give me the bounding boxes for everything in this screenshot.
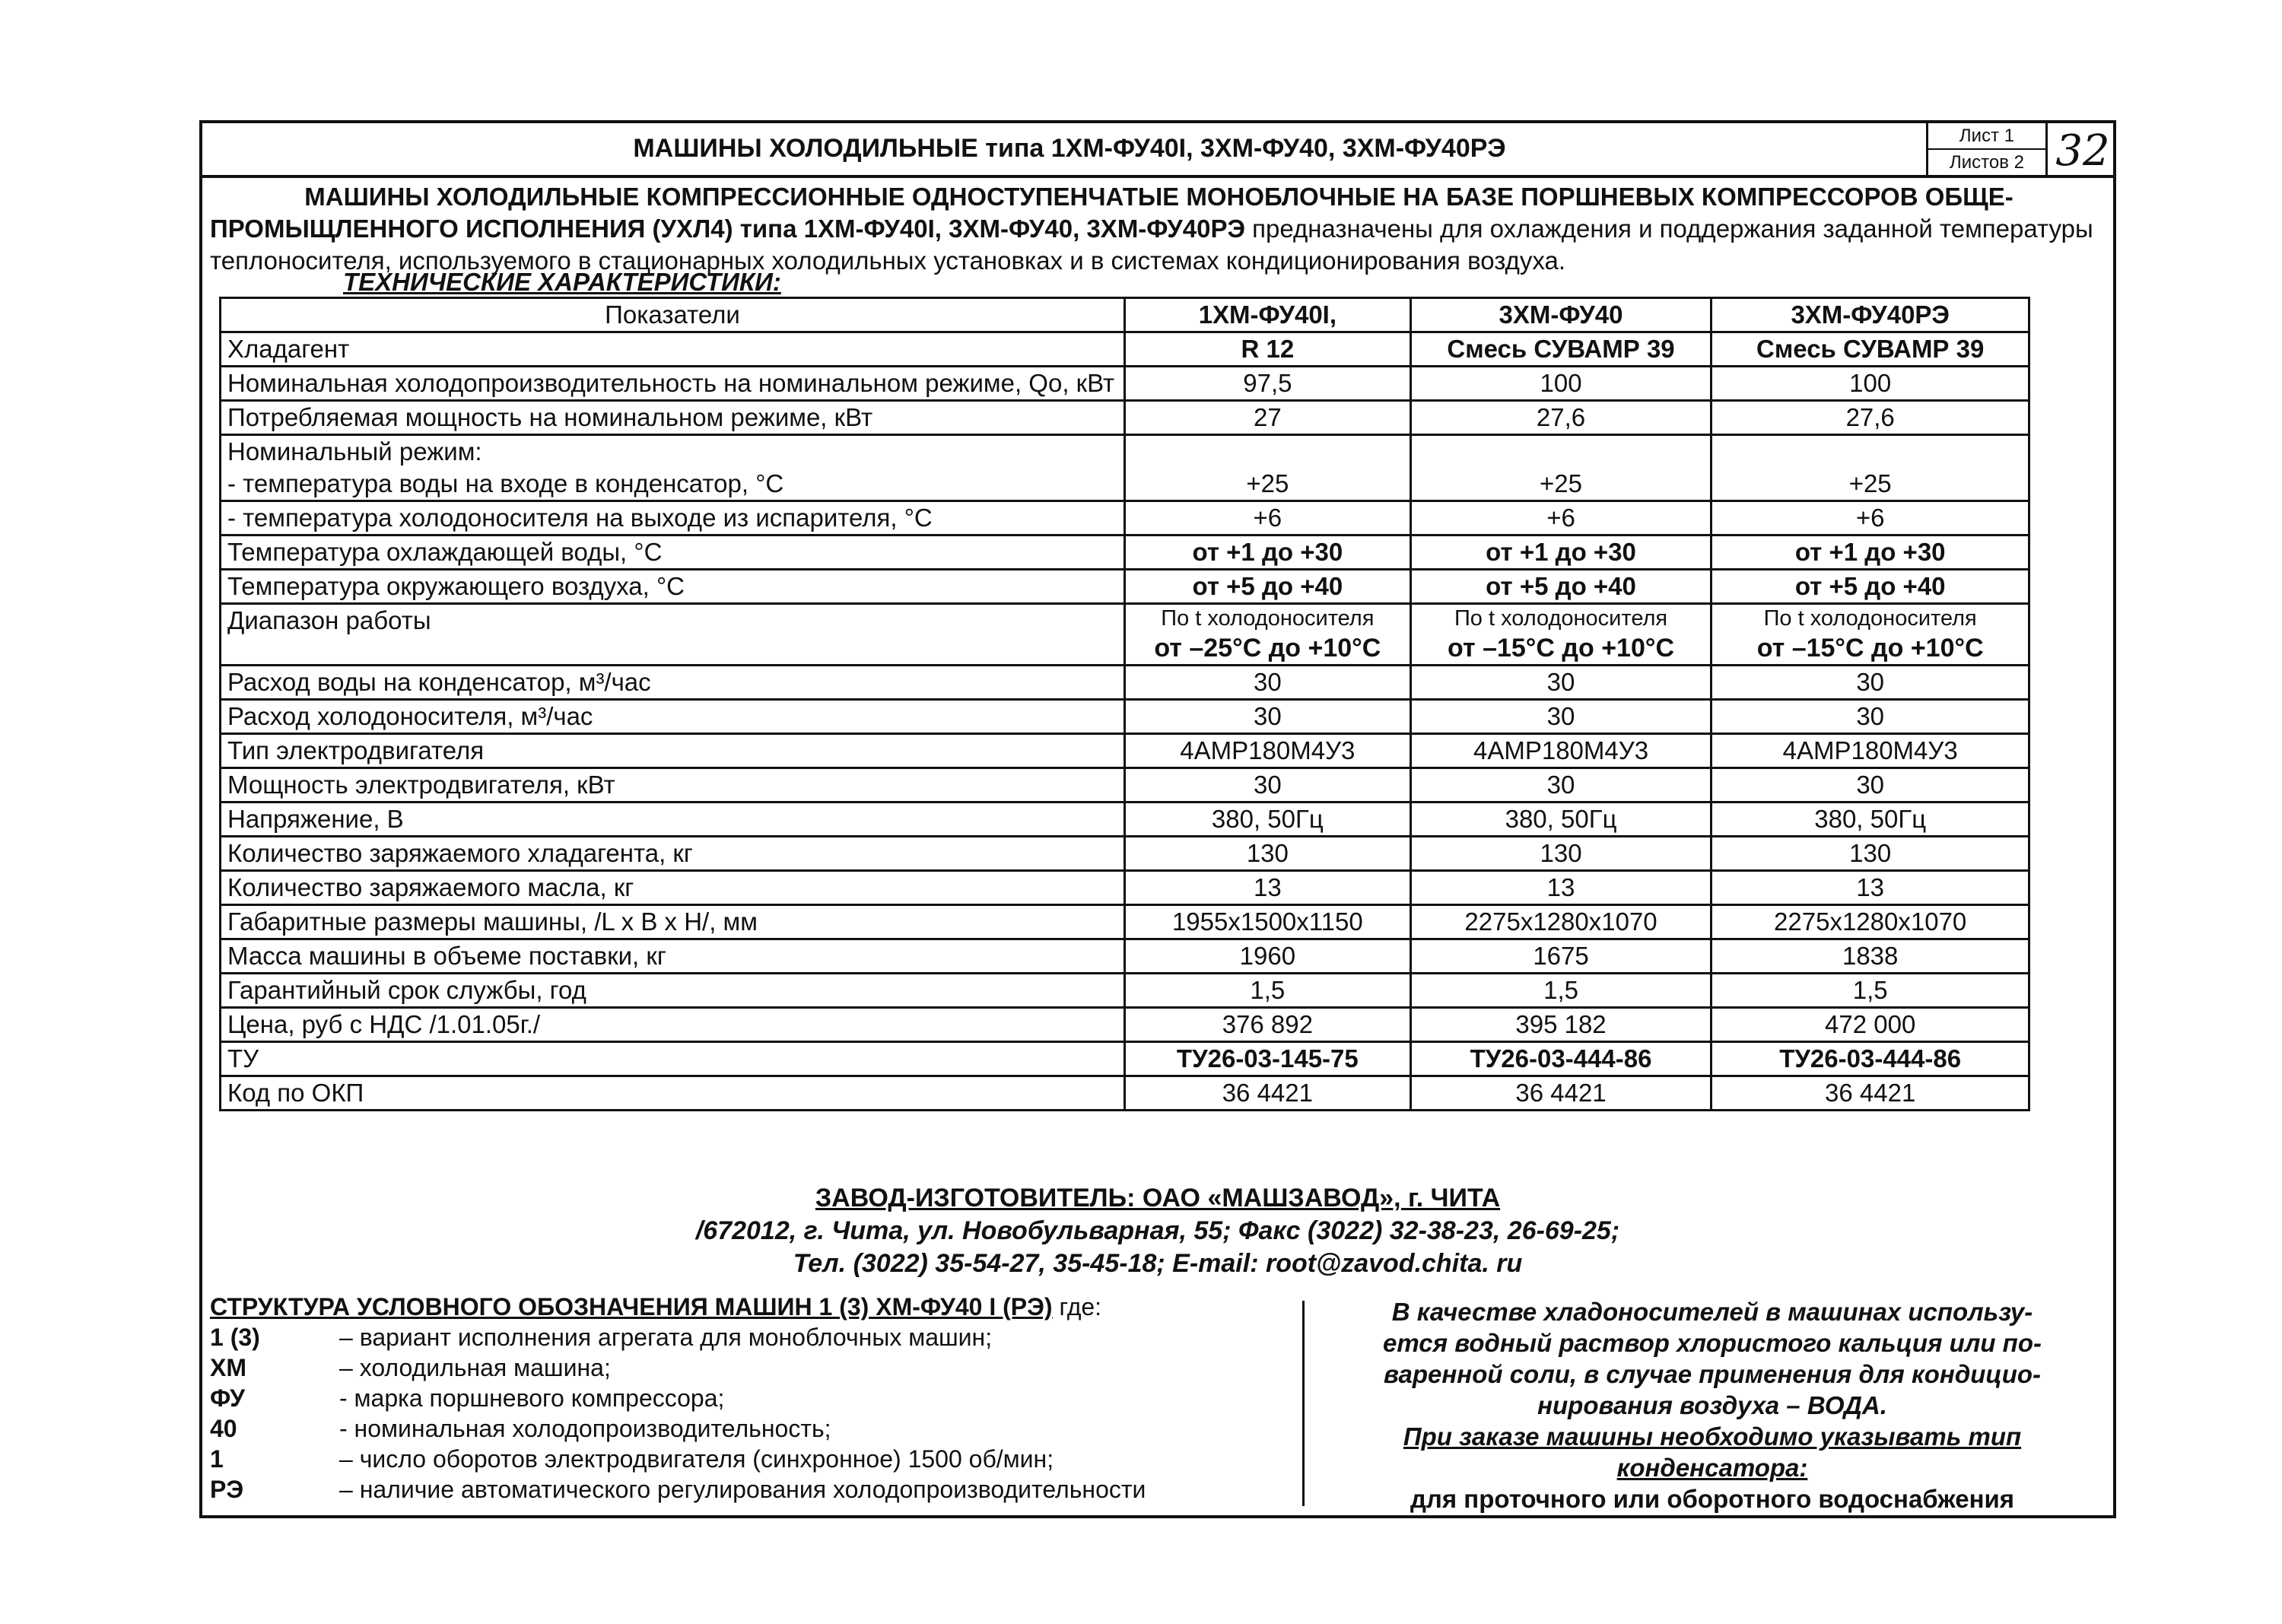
cell-value: 130 <box>1712 837 2029 871</box>
table-row <box>221 1042 2029 1076</box>
structure-key: 1 (3) <box>210 1324 260 1351</box>
designation-structure <box>210 1292 1305 1505</box>
table-row <box>221 332 2029 367</box>
row-label: Цена, руб с НДС /1.01.05г./ <box>221 1008 1125 1042</box>
cell-value: 97,5 <box>1125 367 1411 401</box>
row-label: Код по ОКП <box>221 1076 1125 1111</box>
structure-text: – число оборотов электродвигателя (синхронное) 1500 об/мин; <box>339 1445 1054 1473</box>
structure-title-suffix: где: <box>1052 1293 1102 1320</box>
table-row <box>221 768 2029 802</box>
table-row <box>221 367 2029 401</box>
list-item <box>210 1413 1305 1444</box>
cell-value: 1,5 <box>1410 974 1712 1008</box>
cell-value: ТУ26-03-145-75 <box>1125 1042 1411 1076</box>
cell-value: +6 <box>1712 501 2029 536</box>
cell-value: 380, 50Гц <box>1410 802 1712 837</box>
cell-value: 130 <box>1410 837 1712 871</box>
cell-value: 100 <box>1712 367 2029 401</box>
degree-unit: °С <box>656 572 685 600</box>
row-label: Габаритные размеры машины, /L x B x H/, мм <box>221 905 1125 939</box>
cell-value: 1675 <box>1410 939 1712 974</box>
structure-text: – вариант исполнения агрегата для моноблочных машин; <box>339 1324 993 1351</box>
list-item <box>210 1352 1305 1383</box>
row-label: Номинальная холодопроизводительность на номинальном режиме, Qo, кВт <box>221 367 1125 401</box>
cell-value: 36 4421 <box>1125 1076 1411 1111</box>
range-sub: По t холодоносителя <box>1161 606 1375 631</box>
coolant-outlet-label: - температура холодоносителя на выходе из испарителя, <box>227 504 904 532</box>
table-row <box>221 435 2029 501</box>
cell-value: 30 <box>1712 768 2029 802</box>
cell-value: 27 <box>1125 401 1411 435</box>
coolant-note <box>1321 1296 2104 1514</box>
note-line: В качестве хладоносителей в машинах использу- <box>1391 1298 2033 1326</box>
row-label: Масса машины в объеме поставки, кг <box>221 939 1125 974</box>
row-label <box>221 435 1125 501</box>
note-line: ется водный раствор хлористого кальция или по- <box>1383 1329 2042 1357</box>
list-item <box>210 1444 1305 1474</box>
cell-value: 30 <box>1410 700 1712 734</box>
title-row <box>202 123 2113 178</box>
range-cell <box>1125 604 1411 666</box>
intro-caps-line1: МАШИНЫ ХОЛОДИЛЬНЫЕ КОМПРЕССИОННЫЕ ОДНОСТУПЕНЧАТЫЕ МОНОБЛОЧНЫЕ НА БАЗЕ ПОРШНЕВЫХ КОМПРЕССОРОВ ОБЩЕ- <box>304 183 2013 211</box>
cell-value: от +5 до +40 <box>1410 570 1712 604</box>
cell-value: от +1 до +30 <box>1125 536 1411 570</box>
manufacturer-block <box>202 1182 2113 1280</box>
table-row <box>221 604 2029 666</box>
structure-key: ХМ <box>210 1354 246 1381</box>
cell-value: 380, 50Гц <box>1125 802 1411 837</box>
cell-value: +25 <box>1712 435 2029 501</box>
table-row <box>221 1008 2029 1042</box>
cell-value: 30 <box>1125 768 1411 802</box>
structure-key: ФУ <box>210 1384 245 1412</box>
degree-unit: °С <box>904 504 933 532</box>
sheet-count: Листов 2 <box>1950 152 2024 173</box>
cell-value: 130 <box>1125 837 1411 871</box>
range-value: от –15°С до +10°С <box>1448 634 1675 663</box>
row-label: Гарантийный срок службы, год <box>221 974 1125 1008</box>
structure-title <box>210 1292 1305 1322</box>
manufacturer-address: /672012, г. Чита, ул. Новобульварная, 55; Факс (3022) 32-38-23, 26-69-25; <box>695 1216 1620 1245</box>
row-label <box>221 536 1125 570</box>
manufacturer-contacts: Тел. (3022) 35-54-27, 35-45-18; E-mail: root@zavod.chita. ru <box>793 1249 1523 1278</box>
order-note: При заказе машины необходимо указывать тип <box>1403 1422 2022 1451</box>
row-label: Количество заряжаемого масла, кг <box>221 871 1125 905</box>
structure-text: – холодильная машина; <box>339 1354 611 1381</box>
ambient-air-label: Температура окружающего воздуха, <box>227 572 656 600</box>
range-sub: По t холодоносителя <box>1763 606 1977 631</box>
table-row <box>221 570 2029 604</box>
cell-value: 1,5 <box>1712 974 2029 1008</box>
cell-value: 1,5 <box>1125 974 1411 1008</box>
table-row <box>221 974 2029 1008</box>
cell-value: Смесь СУВАМР 39 <box>1410 332 1712 367</box>
structure-text: - марка поршневого компрессора; <box>339 1384 725 1412</box>
note-line: варенной соли, в случае применения для кондицио- <box>1384 1360 2041 1388</box>
row-label: Напряжение, В <box>221 802 1125 837</box>
cell-value: 395 182 <box>1410 1008 1712 1042</box>
cell-value: 472 000 <box>1712 1008 2029 1042</box>
cell-value: 2275x1280x1070 <box>1410 905 1712 939</box>
specs-heading: ТЕХНИЧЕСКИЕ ХАРАКТЕРИСТИКИ: <box>343 268 781 296</box>
range-value: от –25°С до +10°С <box>1154 634 1381 663</box>
table-row <box>221 939 2029 974</box>
order-note: конденсатора: <box>1616 1454 1808 1482</box>
col-header-model: 3ХМ-ФУ40 <box>1410 298 1712 332</box>
cell-value: от +1 до +30 <box>1712 536 2029 570</box>
table-row <box>221 734 2029 768</box>
col-header-model: 1ХМ-ФУ40I, <box>1125 298 1411 332</box>
document-title: МАШИНЫ ХОЛОДИЛЬНЫЕ типа 1ХМ-ФУ40I, 3ХМ-ФУ40, 3ХМ-ФУ40РЭ <box>633 134 1506 163</box>
table-row <box>221 802 2029 837</box>
cell-value: +25 <box>1410 435 1712 501</box>
cell-value: ТУ26-03-444-86 <box>1712 1042 2029 1076</box>
table-row <box>221 536 2029 570</box>
structure-key: 1 <box>210 1445 224 1473</box>
cell-value: +6 <box>1125 501 1411 536</box>
cell-value: от +1 до +30 <box>1410 536 1712 570</box>
row-label: Диапазон работы <box>221 604 1125 666</box>
row-label: Расход холодоносителя, м³/час <box>221 700 1125 734</box>
cell-value: 30 <box>1125 666 1411 700</box>
row-label <box>221 501 1125 536</box>
sheet-number: Лист 1 <box>1928 123 2045 150</box>
structure-text: – наличие автоматического регулирования холодопроизводительности <box>339 1476 1146 1503</box>
cell-value: 1960 <box>1125 939 1411 974</box>
table-header-row <box>221 298 2029 332</box>
range-cell <box>1712 604 2029 666</box>
cell-value: 1838 <box>1712 939 2029 974</box>
supply-note: для проточного или оборотного водоснабжения <box>1410 1485 2015 1513</box>
cell-value: 13 <box>1125 871 1411 905</box>
cell-value: ТУ26-03-444-86 <box>1410 1042 1712 1076</box>
cell-value: 36 4421 <box>1410 1076 1712 1111</box>
cell-value: от +5 до +40 <box>1125 570 1411 604</box>
table-row <box>221 905 2029 939</box>
cell-value: 36 4421 <box>1712 1076 2029 1111</box>
structure-key: РЭ <box>210 1476 244 1503</box>
row-label: Расход воды на конденсатор, м³/час <box>221 666 1125 700</box>
range-cell <box>1410 604 1712 666</box>
cell-value: 27,6 <box>1410 401 1712 435</box>
manufacturer-name: ЗАВОД-ИЗГОТОВИТЕЛЬ: ОАО «МАШЗАВОД», г. ЧИТА <box>815 1184 1501 1212</box>
cell-value: 30 <box>1410 666 1712 700</box>
column-divider <box>1302 1301 1305 1506</box>
col-header-indicators: Показатели <box>221 298 1125 332</box>
col-header-model: 3ХМ-ФУ40РЭ <box>1712 298 2029 332</box>
cell-value: 30 <box>1410 768 1712 802</box>
cell-value: 30 <box>1712 666 2029 700</box>
table-row <box>221 837 2029 871</box>
document-frame <box>199 120 2116 1518</box>
intro-text: предназначены для охлаждения и поддержания заданной температуры теплоносителя, используемого в стационарных холодильных установках и в системах кондиционирования воздуха. <box>210 215 2093 275</box>
table-row <box>221 1076 2029 1111</box>
cell-value: 30 <box>1125 700 1411 734</box>
row-label: Мощность электродвигателя, кВт <box>221 768 1125 802</box>
cell-value: 100 <box>1410 367 1712 401</box>
cooling-water-label: Температура охлаждающей воды, <box>227 538 634 566</box>
table-row <box>221 501 2029 536</box>
cell-value: 4АМР180М4У3 <box>1410 734 1712 768</box>
table-row <box>221 401 2029 435</box>
cell-value: 380, 50Гц <box>1712 802 2029 837</box>
cell-value: 2275x1280x1070 <box>1712 905 2029 939</box>
cell-value: 376 892 <box>1125 1008 1411 1042</box>
list-item <box>210 1322 1305 1352</box>
handwritten-page-number: 32 <box>2055 126 2110 176</box>
cell-value: 13 <box>1712 871 2029 905</box>
list-item <box>210 1474 1305 1505</box>
row-label: Тип электродвигателя <box>221 734 1125 768</box>
list-item <box>210 1383 1305 1413</box>
cell-value: 13 <box>1410 871 1712 905</box>
specs-table <box>219 297 2030 1111</box>
structure-title-text: СТРУКТУРА УСЛОВНОГО ОБОЗНАЧЕНИЯ МАШИН 1 (3) ХМ-ФУ40 I (РЭ) <box>210 1293 1053 1320</box>
degree-unit: °С <box>634 538 663 566</box>
cell-value: 27,6 <box>1712 401 2029 435</box>
nominal-mode-label: Номинальный режим: <box>227 437 482 466</box>
structure-text: - номинальная холодопроизводительность; <box>339 1415 831 1442</box>
row-label: ТУ <box>221 1042 1125 1076</box>
row-label <box>221 570 1125 604</box>
intro-caps-line2: ПРОМЫЩЛЕННОГО ИСПОЛНЕНИЯ (УХЛ4) типа 1ХМ-ФУ40I, 3ХМ-ФУ40, 3ХМ-ФУ40РЭ <box>210 215 1245 243</box>
cell-value: 4АМР180М4У3 <box>1125 734 1411 768</box>
cell-value: 1955x1500x1150 <box>1125 905 1411 939</box>
cell-value: +25 <box>1125 435 1411 501</box>
row-label: Потребляемая мощность на номинальном режиме, кВт <box>221 401 1125 435</box>
cell-value: +6 <box>1410 501 1712 536</box>
row-label: Количество заряжаемого хладагента, кг <box>221 837 1125 871</box>
table-row <box>221 700 2029 734</box>
water-inlet-label: - температура воды на входе в конденсатор, <box>227 469 756 497</box>
table-row <box>221 666 2029 700</box>
table-row <box>221 871 2029 905</box>
cell-value: от +5 до +40 <box>1712 570 2029 604</box>
range-sub: По t холодоносителя <box>1454 606 1668 631</box>
range-value: от –15°С до +10°С <box>1756 634 1984 663</box>
cell-value: R 12 <box>1125 332 1411 367</box>
note-line: нирования воздуха – ВОДА. <box>1537 1391 1887 1419</box>
row-label: Хладагент <box>221 332 1125 367</box>
structure-key: 40 <box>210 1415 237 1442</box>
intro-paragraph <box>210 181 2108 277</box>
cell-value: Смесь СУВАМР 39 <box>1712 332 2029 367</box>
cell-value: 30 <box>1712 700 2029 734</box>
sheet-info <box>1926 123 2048 175</box>
cell-value: 4АМР180М4У3 <box>1712 734 2029 768</box>
degree-unit: °С <box>755 469 784 497</box>
